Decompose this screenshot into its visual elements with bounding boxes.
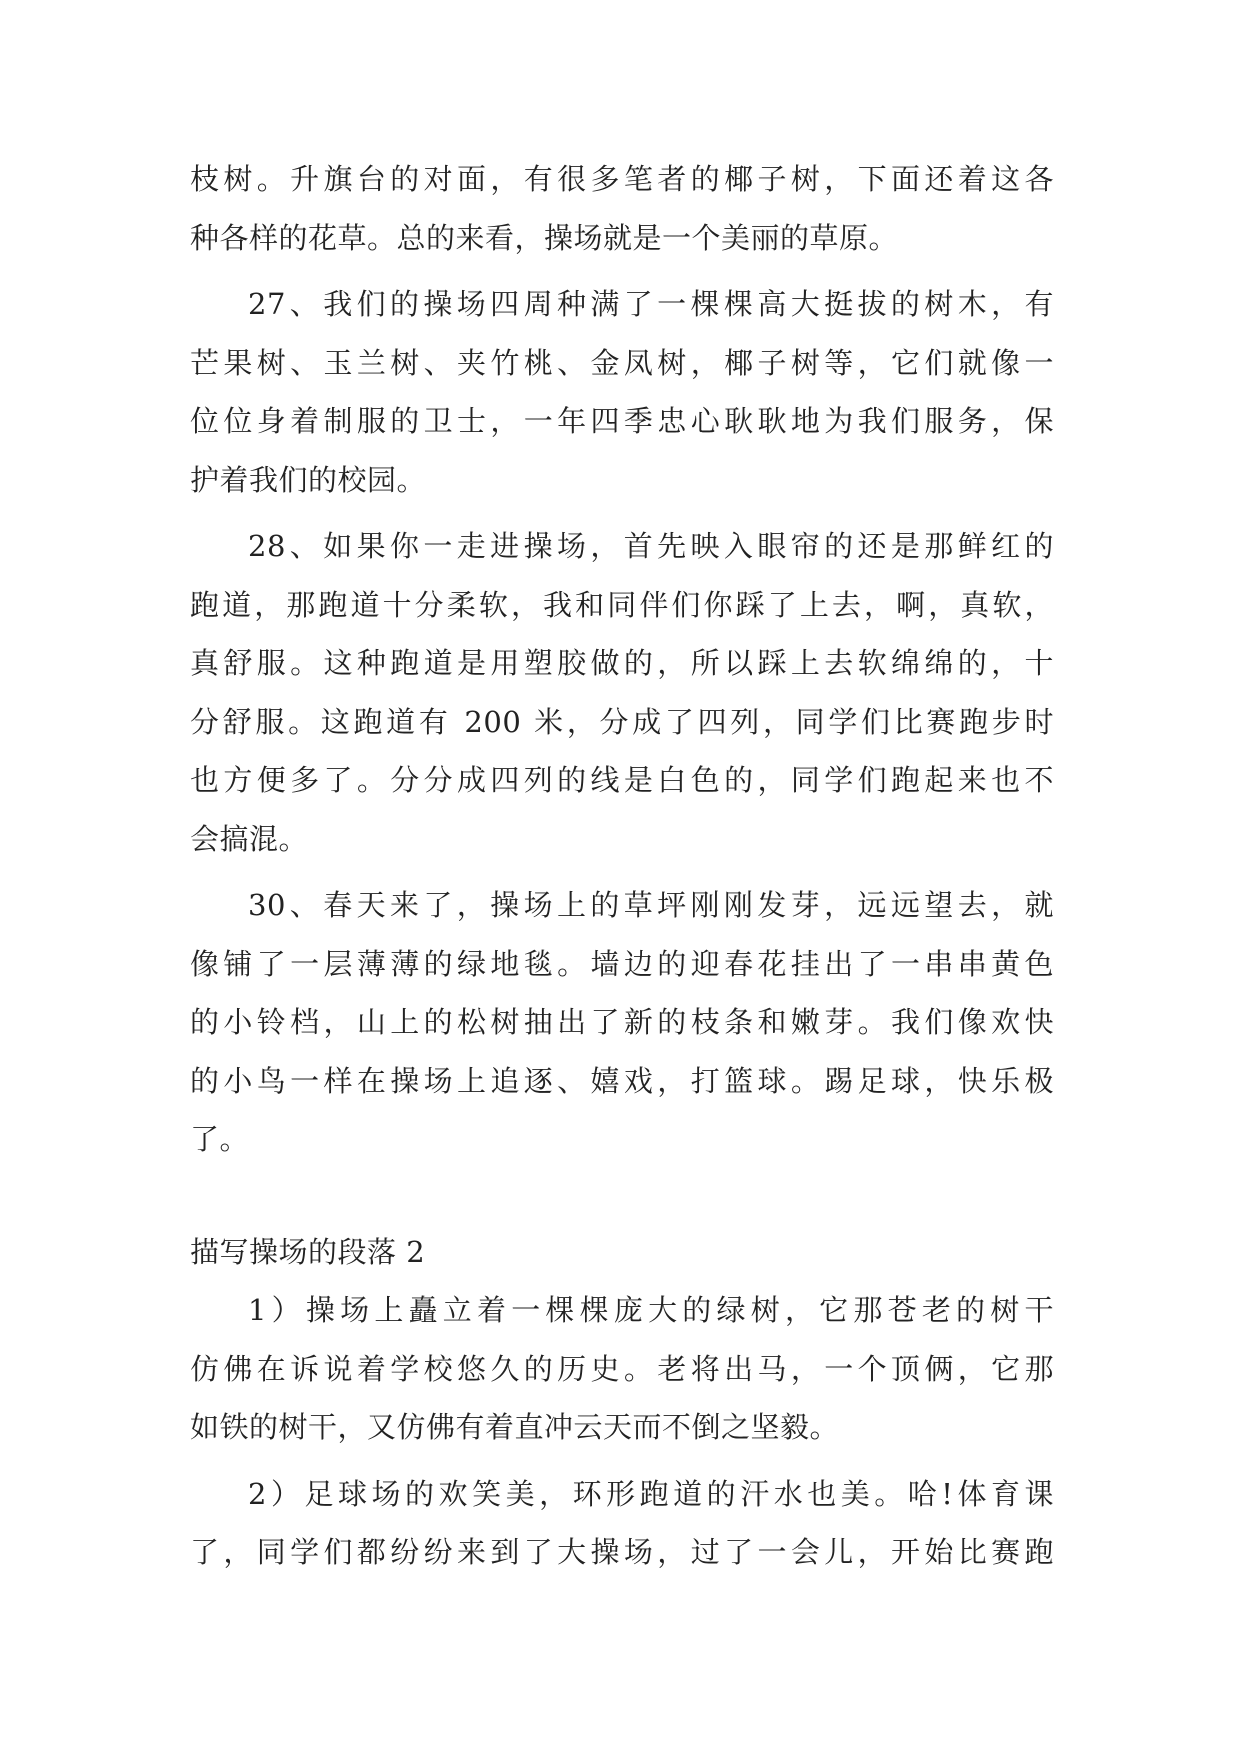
text-line: 会搞混。 [190, 821, 309, 856]
text-line: 仿佛在诉说着学校悠久的历史。老将出马，一个顶俩，它那 [190, 1351, 1054, 1386]
text-line: 28、如果你一走进操场，首先映入眼帘的还是那鲜红的 [248, 529, 1054, 563]
text-line: 护着我们的校园。 [190, 462, 427, 497]
text-line: 分舒服。这跑道有 200 米，分成了四列，同学们比赛跑步时 [190, 704, 1054, 739]
text-line: 2）足球场的欢笑美，环形跑道的汗水也美。哈!体育课 [248, 1476, 1054, 1511]
text-line: 种各样的花草。总的来看，操场就是一个美丽的草原。 [190, 220, 899, 255]
paragraph [190, 150, 1054, 267]
text-line: 真舒服。这种跑道是用塑胶做的，所以踩上去软绵绵的，十 [190, 646, 1054, 680]
text-line: 如铁的树干，又仿佛有着直冲云天而不倒之坚毅。 [190, 1410, 840, 1444]
section-heading: 描写操场的段落 2 [190, 1234, 426, 1269]
text-line: 位位身着制服的卫士，一年四季忠心耿耿地为我们服务，保 [190, 404, 1054, 438]
paragraph [190, 1465, 1054, 1582]
text-line: 27、我们的操场四周种满了一棵棵高大挺拔的树木，有 [248, 287, 1054, 321]
text-line: 1）操场上矗立着一棵棵庞大的绿树，它那苍老的树干 [248, 1293, 1054, 1327]
text-line: 30、春天来了，操场上的草坪刚刚发芽，远远望去，就 [248, 888, 1054, 922]
paragraph [190, 275, 1054, 509]
text-line: 也方便多了。分分成四列的线是白色的，同学们跑起来也不 [190, 763, 1054, 797]
text-line: 枝树。升旗台的对面，有很多笔者的椰子树，下面还着这各 [190, 162, 1054, 196]
text-line: 跑道，那跑道十分柔软，我和同伴们你踩了上去，啊，真软， [190, 587, 1054, 622]
paragraph [190, 876, 1054, 1169]
paragraph [190, 517, 1054, 868]
text-line: 的小铃档，山上的松树抽出了新的枝条和嫩芽。我们像欢快 [190, 1005, 1054, 1039]
document-body [190, 150, 1054, 1582]
text-line: 芒果树、玉兰树、夹竹桃、金凤树，椰子树等，它们就像一 [190, 345, 1054, 380]
paragraph [190, 1281, 1054, 1457]
text-line: 像铺了一层薄薄的绿地毯。墙边的迎春花挂出了一串串黄色 [190, 946, 1054, 981]
text-line: 了，同学们都纷纷来到了大操场，过了一会儿，开始比赛跑 [190, 1535, 1054, 1569]
text-line: 了。 [190, 1122, 250, 1156]
text-line: 的小鸟一样在操场上追逐、嬉戏，打篮球。踢足球，快乐极 [190, 1063, 1054, 1098]
